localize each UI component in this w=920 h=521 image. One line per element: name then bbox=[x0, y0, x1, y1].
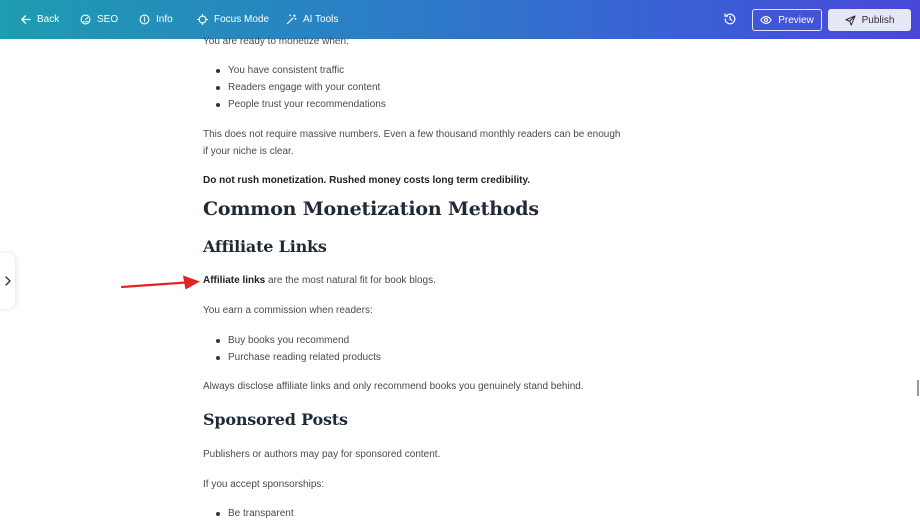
magic-wand-icon bbox=[286, 14, 297, 25]
seo-label: SEO bbox=[97, 14, 119, 25]
intro-paragraph: You are ready to monetize when: bbox=[203, 36, 349, 47]
sponsored-paragraph: Publishers or authors may pay for sponsored content. bbox=[203, 449, 441, 460]
chevron-right-icon bbox=[4, 276, 12, 286]
seo-button[interactable] bbox=[80, 0, 118, 39]
eye-icon bbox=[760, 14, 772, 26]
list-item: Be transparent bbox=[228, 505, 294, 521]
ai-tools-label: AI Tools bbox=[303, 14, 339, 25]
back-label: Back bbox=[37, 14, 60, 25]
arrow-left-icon bbox=[20, 14, 31, 25]
info-label: Info bbox=[156, 14, 173, 25]
history-icon bbox=[723, 12, 737, 26]
heading-affiliate-links: Affiliate Links bbox=[203, 237, 327, 256]
back-button[interactable] bbox=[20, 0, 59, 39]
disclose-paragraph: Always disclose affiliate links and only recommend books you genuinely stand behind. bbox=[203, 381, 584, 392]
heading-sponsored-posts: Sponsored Posts bbox=[203, 410, 348, 429]
info-icon bbox=[139, 14, 150, 25]
info-button[interactable] bbox=[139, 0, 173, 39]
history-button[interactable] bbox=[723, 12, 737, 26]
affiliate-paragraph bbox=[203, 272, 436, 289]
publish-label: Publish bbox=[861, 14, 895, 26]
sidebar-toggle[interactable] bbox=[0, 253, 15, 309]
affiliate-bold-text: Affiliate links bbox=[203, 275, 266, 286]
list-item: Readers engage with your content bbox=[228, 79, 380, 96]
list-item: Buy books you recommend bbox=[228, 332, 349, 349]
affiliate-rest-text: are the most natural fit for book blogs. bbox=[265, 275, 436, 286]
numbers-paragraph: This does not require massive numbers. Even a few thousand monthly readers can be enough if your niche is clear. bbox=[203, 129, 621, 157]
list-item: You have consistent traffic bbox=[228, 62, 344, 79]
list-item: People trust your recommendations bbox=[228, 96, 386, 113]
commission-paragraph: You earn a commission when readers: bbox=[203, 305, 373, 316]
gauge-icon bbox=[80, 14, 91, 25]
heading-common-monetization-methods: Common Monetization Methods bbox=[203, 198, 539, 220]
preview-button[interactable] bbox=[752, 9, 822, 31]
send-icon bbox=[845, 15, 856, 26]
preview-label: Preview bbox=[778, 14, 814, 26]
crosshair-icon bbox=[197, 14, 208, 25]
focus-mode-label: Focus Mode bbox=[214, 14, 270, 25]
editor-toolbar bbox=[0, 0, 920, 39]
list-item: Purchase reading related products bbox=[228, 349, 381, 366]
accept-paragraph: If you accept sponsorships: bbox=[203, 479, 325, 490]
warning-paragraph: Do not rush monetization. Rushed money costs long term credibility. bbox=[203, 175, 531, 186]
scrollbar-thumb[interactable] bbox=[917, 380, 919, 396]
annotation-arrow-icon bbox=[120, 274, 202, 294]
publish-button[interactable] bbox=[828, 9, 911, 31]
